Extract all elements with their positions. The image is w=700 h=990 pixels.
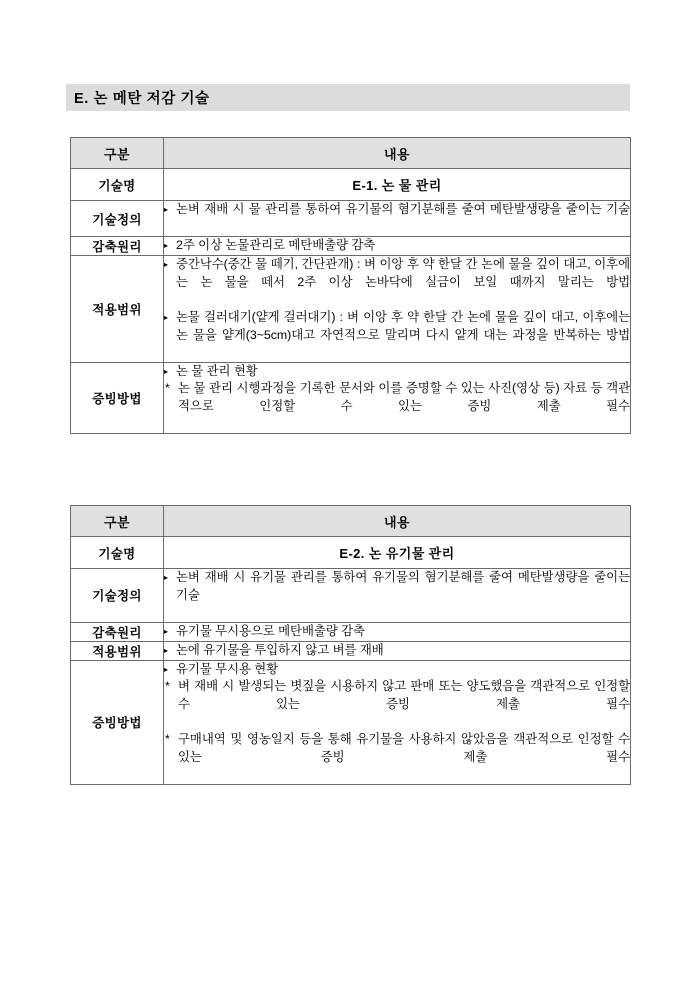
table-row [71,362,631,433]
row-label: 감축원리 [71,622,164,641]
row-content [164,569,631,623]
row-content [164,237,631,256]
triangle-bullet-icon: ▸ [164,260,168,270]
asterisk-icon: * [165,679,170,694]
row-label: 적용범위 [71,641,164,660]
triangle-bullet-icon: ▸ [164,626,168,636]
item-text: 중간낙수(중간 물 떼기, 간단관개) : 벼 이앙 후 약 한달 간 논에 물을 깊이 대고, 이후에는 논 물을 떼서 2주 이상 논바닥에 실금이 보일 때까지 말리는 방법 [176,257,630,289]
asterisk-icon: * [165,381,170,396]
table-row [71,641,631,660]
note-item [164,678,630,731]
triangle-bullet-icon: ▸ [164,312,168,322]
item-text: 논 물 관리 현황 [176,363,258,378]
item-text: 2주 이상 논물관리로 메탄배출량 감축 [176,238,376,253]
column-header-label: 구분 [71,506,164,537]
item-text: 벼 재배 시 발생되는 볏짚을 시용하지 않고 판매 또는 양도했음을 객관적으로 인정할 수 있는 증빙 제출 필수 [178,679,630,711]
row-label-tech-name: 기술명 [71,169,164,201]
table-header-row [71,138,631,169]
bullet-item [164,363,630,381]
item-text: 논 물 관리 시행과정을 기록한 문서와 이를 증명할 수 있는 사진(영상 등) 자료 등 객관적으로 인정할 수 있는 증빙 제출 필수 [178,381,630,413]
note-item [164,731,630,784]
column-header-label: 구분 [71,138,164,169]
column-header-content: 내용 [164,138,631,169]
table-header-row [71,506,631,537]
item-text: 논벼 재배 시 물 관리를 통하여 유기물의 혐기분해를 줄여 메탄발생량을 줄이는 기술 [176,202,630,216]
table-row [71,537,631,569]
row-label: 기술정의 [71,569,164,623]
asterisk-icon: * [165,732,170,747]
row-label: 증빙방법 [71,660,164,784]
item-text: 유기물 무시용으로 메탄배출량 감축 [176,623,365,638]
bullet-item [164,309,630,362]
item-text: 유기물 무시용 현황 [176,661,279,676]
table-row [71,169,631,201]
section-heading-bar [66,84,630,111]
bullet-item [164,642,630,660]
row-content [164,622,631,641]
bullet-item [164,256,630,309]
bullet-item [164,569,630,622]
table-row [71,569,631,623]
triangle-bullet-icon: ▸ [164,645,168,655]
spec-table-e1 [70,137,631,434]
table-row [71,256,631,363]
row-label: 기술정의 [71,201,164,237]
column-header-content: 내용 [164,506,631,537]
row-label: 적용범위 [71,256,164,363]
triangle-bullet-icon: ▸ [164,241,168,251]
row-label-tech-name: 기술명 [71,537,164,569]
bullet-item [164,201,630,236]
table-row [71,622,631,641]
row-content [164,256,631,363]
table-row [71,237,631,256]
spec-table-e2 [70,505,631,785]
triangle-bullet-icon: ▸ [164,664,168,674]
item-text: 논물 걸러대기(얕게 걸러대기) : 벼 이앙 후 약 한달 간 논에 물을 깊이 대고, 이후에는 논 물을 얕게(3~5cm)대고 자연적으로 말리며 다시 얕게 대는 과정을 반복하는 방법 [176,309,630,342]
bullet-item [164,661,630,679]
section-heading-text: E. 논 메탄 저감 기술 [74,91,210,107]
triangle-bullet-icon: ▸ [164,205,168,214]
item-text: 구매내역 및 영농일지 등을 통해 유기물을 사용하지 않았음을 객관적으로 인정할 수 있는 증빙 제출 필수 [178,732,630,764]
note-item [164,380,630,433]
table-body [71,506,631,785]
table-body [71,138,631,434]
row-label: 증빙방법 [71,362,164,433]
row-label: 감축원리 [71,237,164,256]
table-row [71,660,631,784]
row-content [164,641,631,660]
item-text: 논에 유기물을 투입하지 않고 벼를 재배 [176,642,384,657]
bullet-item [164,623,630,641]
row-content [164,201,631,237]
triangle-bullet-icon: ▸ [164,573,168,582]
bullet-item [164,237,630,255]
technology-title: E-1. 논 물 관리 [164,169,631,201]
technology-title: E-2. 논 유기물 관리 [164,537,631,569]
table-row [71,201,631,237]
triangle-bullet-icon: ▸ [164,366,168,376]
row-content [164,362,631,433]
item-text: 논벼 재배 시 유기물 관리를 통하여 유기물의 혐기분해를 줄여 메탄발생량을 줄이는 기술 [176,570,630,602]
row-content [164,660,631,784]
